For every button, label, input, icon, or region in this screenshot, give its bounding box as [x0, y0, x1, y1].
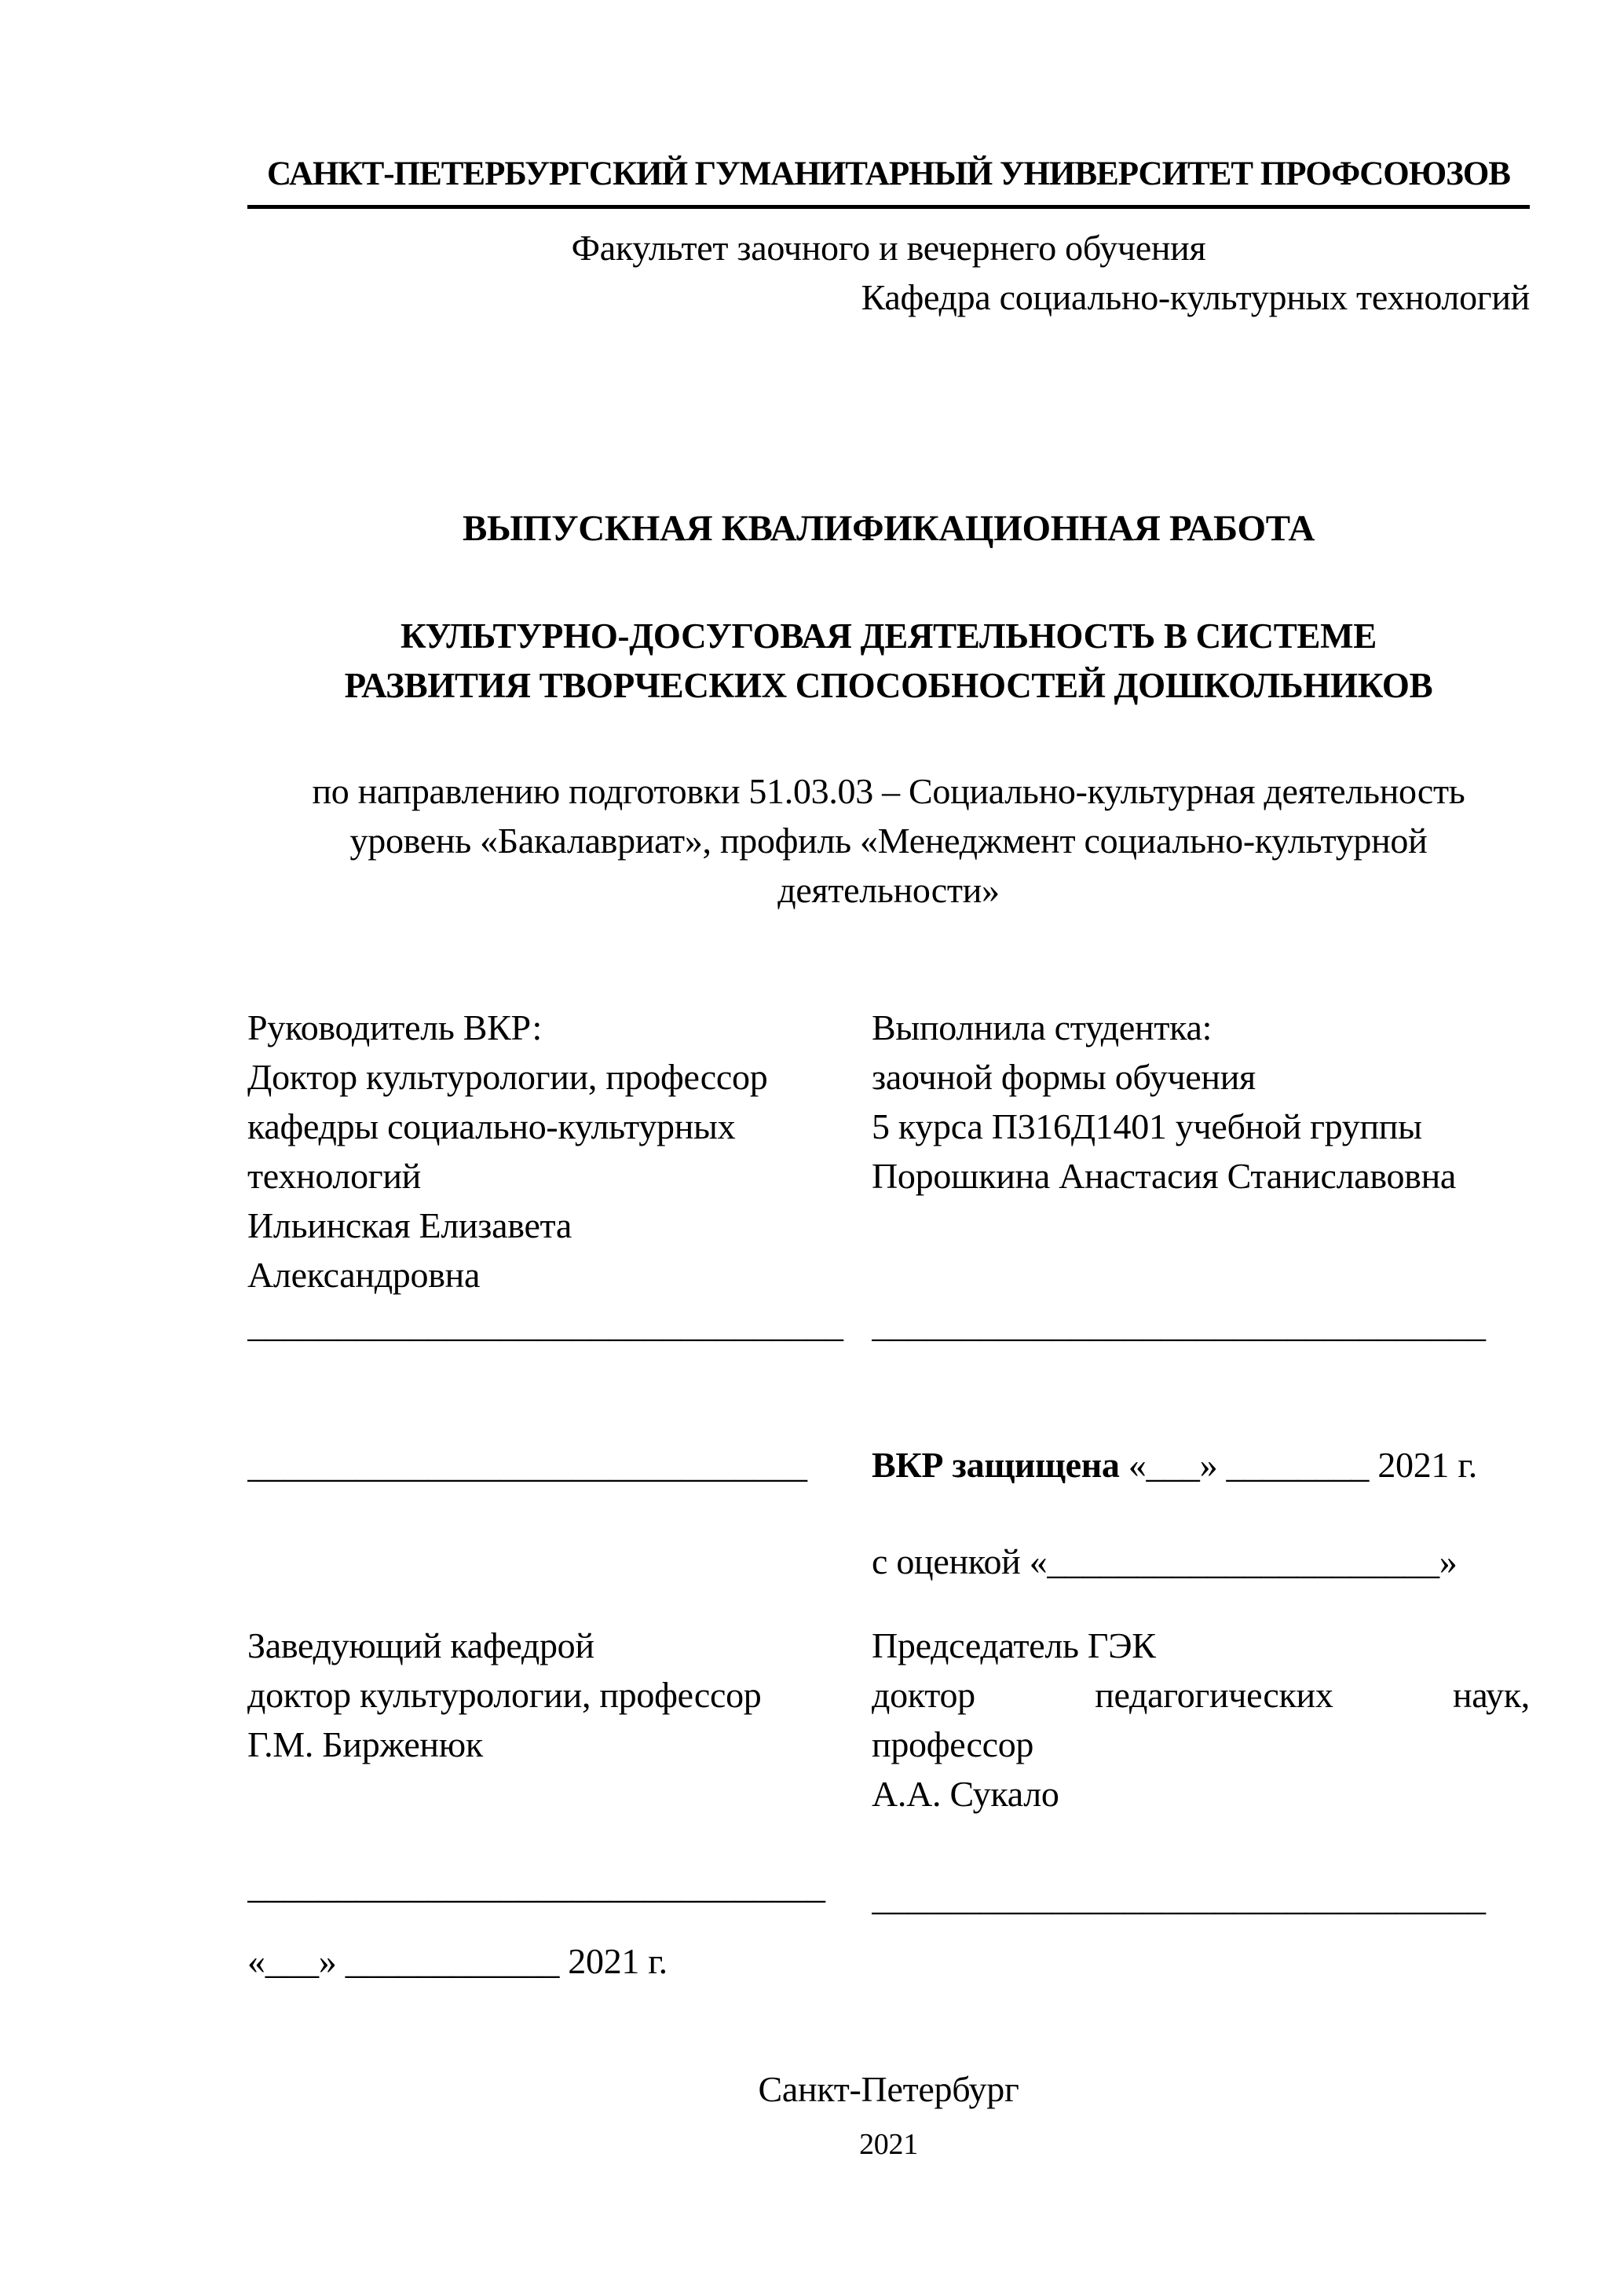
signature-row-2 [247, 1861, 1530, 1918]
defense-statement [872, 1440, 1530, 1490]
gek-chair-block [872, 1621, 1530, 1819]
grade-row-spacer [247, 1537, 844, 1586]
city-label: Санкт-Петербург [758, 2069, 1019, 2109]
signature-row-1 [247, 1300, 1530, 1349]
header-rule [247, 205, 1530, 209]
gek-chair-degree [872, 1670, 1530, 1720]
date-row [247, 1936, 1530, 1986]
gek-chair-degree2: профессор [872, 1724, 1034, 1764]
supervisor-signature-line: _________________________________ [247, 1304, 843, 1344]
grade-line: с оценкой «______________________» [872, 1541, 1458, 1581]
student-group-line: 5 курса П316Д1401 учебной группы [872, 1106, 1422, 1146]
supervisor-name-line1: Ильинская Елизавета [247, 1205, 572, 1245]
program-info [247, 766, 1530, 915]
work-type-heading: ВЫПУСКНАЯ КВАЛИФИКАЦИОННАЯ РАБОТА [462, 508, 1315, 549]
head-of-department-name: Г.М. Бирженюк [247, 1724, 483, 1764]
student-label: Выполнила студентка: [872, 1007, 1213, 1047]
department-name: Кафедра социально-культурных технологий [861, 277, 1530, 317]
supervisor-label: Руководитель ВКР: [247, 1007, 542, 1047]
supervisor-degree-line1: Доктор культурологии, профессор [247, 1057, 768, 1097]
student-name-line: Порошкина Анастасия Станиславовна [872, 1156, 1457, 1196]
head-of-department-degree: доктор культурологии, профессор [247, 1675, 762, 1715]
work-title-line2: РАЗВИТИЯ ТВОРЧЕСКИХ СПОСОБНОСТЕЙ ДОШКОЛЬНИКОВ [344, 666, 1433, 705]
program-level: уровень «Бакалавриат», профиль «Менеджмент социально-культурной [349, 821, 1428, 861]
supervisor-block [247, 1003, 844, 1300]
defense-row [247, 1440, 1530, 1490]
faculty-name: Факультет заочного и вечернего обучения [571, 228, 1206, 268]
gek-chair-name: А.А. Сукало [872, 1774, 1059, 1814]
head-of-department-block [247, 1621, 844, 1819]
program-direction: по направлению подготовки 51.03.03 – Социально-культурная деятельность [312, 771, 1465, 811]
officials-columns [247, 1621, 1530, 1819]
head-of-department-title: Заведующий кафедрой [247, 1625, 594, 1665]
defense-statement-rest: «___» ________ 2021 г. [1119, 1445, 1477, 1485]
gek-chair-degree-word3: наук, [1452, 1675, 1530, 1715]
defense-statement-bold: ВКР защищена [872, 1445, 1120, 1485]
date-row-spacer [872, 1936, 1530, 1986]
head-of-department-date-line: «___» ____________ 2021 г. [247, 1941, 668, 1981]
gek-chair-signature-line: __________________________________ [872, 1877, 1486, 1918]
student-signature-line: __________________________________ [872, 1304, 1486, 1344]
defense-left-signature-line: _______________________________ [247, 1445, 807, 1485]
supervisor-degree-line2: кафедры социально-культурных [247, 1106, 736, 1146]
university-name: САНКТ-ПЕТЕРБУРГСКИЙ ГУМАНИТАРНЫЙ УНИВЕРСИТЕТ ПРОФСОЮЗОВ [267, 155, 1510, 192]
gek-chair-title: Председатель ГЭК [872, 1625, 1156, 1665]
student-block [872, 1003, 1530, 1300]
year-label: 2021 [859, 2128, 918, 2161]
gek-chair-degree-word2: педагогических [1095, 1675, 1333, 1715]
supervisor-name-line2: Александровна [247, 1255, 481, 1295]
program-level-cont: деятельности» [777, 870, 1000, 910]
student-form-line: заочной формы обучения [872, 1057, 1256, 1097]
work-title [247, 612, 1530, 711]
work-title-line1: КУЛЬТУРНО-ДОСУГОВАЯ ДЕЯТЕЛЬНОСТЬ В СИСТЕМЕ [400, 616, 1377, 656]
gek-chair-degree-word1: доктор [872, 1675, 975, 1715]
supervisor-degree-line3: технологий [247, 1156, 421, 1196]
head-of-department-signature-line: ________________________________ [247, 1866, 825, 1906]
grade-row [247, 1537, 1530, 1586]
people-columns [247, 1003, 1530, 1300]
